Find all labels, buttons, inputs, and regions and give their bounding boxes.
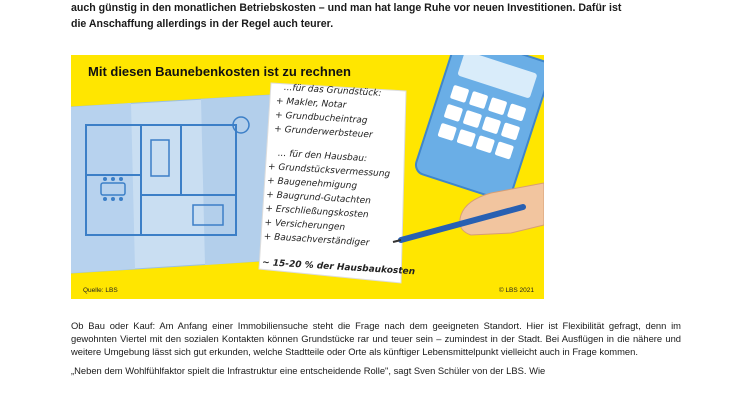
paragraph-1: Ob Bau oder Kauf: Am Anfang einer Immobiliensuche steht die Frage nach dem geeigneten Standort. Hier ist Flexibilität gefragt, denn im gewohnten Viertel mit den sozialen Kontakten können Grundstücke rar und teuer sein – zumindest in der Stadt. Bei Ausflügen in die nähere und weitere Umgebung lässt sich gut erkunden, welche Stadtteile oder Orte als künftiger Lebensmittelpunkt vielleicht auch in Frage kommen.: [71, 320, 681, 357]
section2-item: + Grundstücksvermessung: [267, 162, 391, 180]
section2-item: + Erschließungskosten: [265, 204, 369, 221]
section2-item: + Bausachverständiger: [263, 231, 370, 249]
calculator-icon: [413, 55, 544, 202]
section1-item: + Makler, Notar: [275, 96, 347, 111]
baunebenkosten-figure: [71, 55, 544, 299]
total-estimate: ~ 15-20 % der Hausbaukosten: [261, 257, 416, 278]
body-text: [71, 320, 681, 385]
figure-title: Mit diesen Baunebenkosten ist zu rechnen: [88, 64, 351, 79]
section2-item: + Baugenehmigung: [266, 176, 358, 192]
intro-line-2: die Anschaffung allerdings in der Regel auch teurer.: [71, 18, 334, 30]
paragraph-2: „Neben dem Wohlfühlfaktor spielt die Infrastruktur eine entscheidende Rolle", sagt Sven Schüler von der LBS. Wie: [71, 365, 546, 377]
section2-item: + Baugrund-Gutachten: [265, 190, 372, 207]
section2-item: + Versicherungen: [264, 218, 346, 233]
figure-copyright: © LBS 2021: [498, 287, 534, 294]
figure-source: Quelle: LBS: [83, 287, 118, 294]
blueprint-illustration: [71, 95, 276, 273]
section1-item: + Grundbucheintrag: [274, 110, 368, 127]
intro-line-1: auch günstig in den monatlichen Betriebskosten – und man hat lange Ruhe vor neuen Investitionen. Dafür ist: [71, 2, 622, 14]
figure-illustration: [71, 55, 544, 299]
section1-heading: ...für das Grundstück:: [283, 82, 382, 99]
intro-text: [71, 0, 681, 32]
section2-heading: ... für den Hausbau:: [277, 148, 368, 165]
note-paper: [259, 83, 406, 283]
hand-with-pen-icon: [393, 183, 544, 242]
section1-item: + Grunderwerbsteuer: [273, 124, 373, 141]
